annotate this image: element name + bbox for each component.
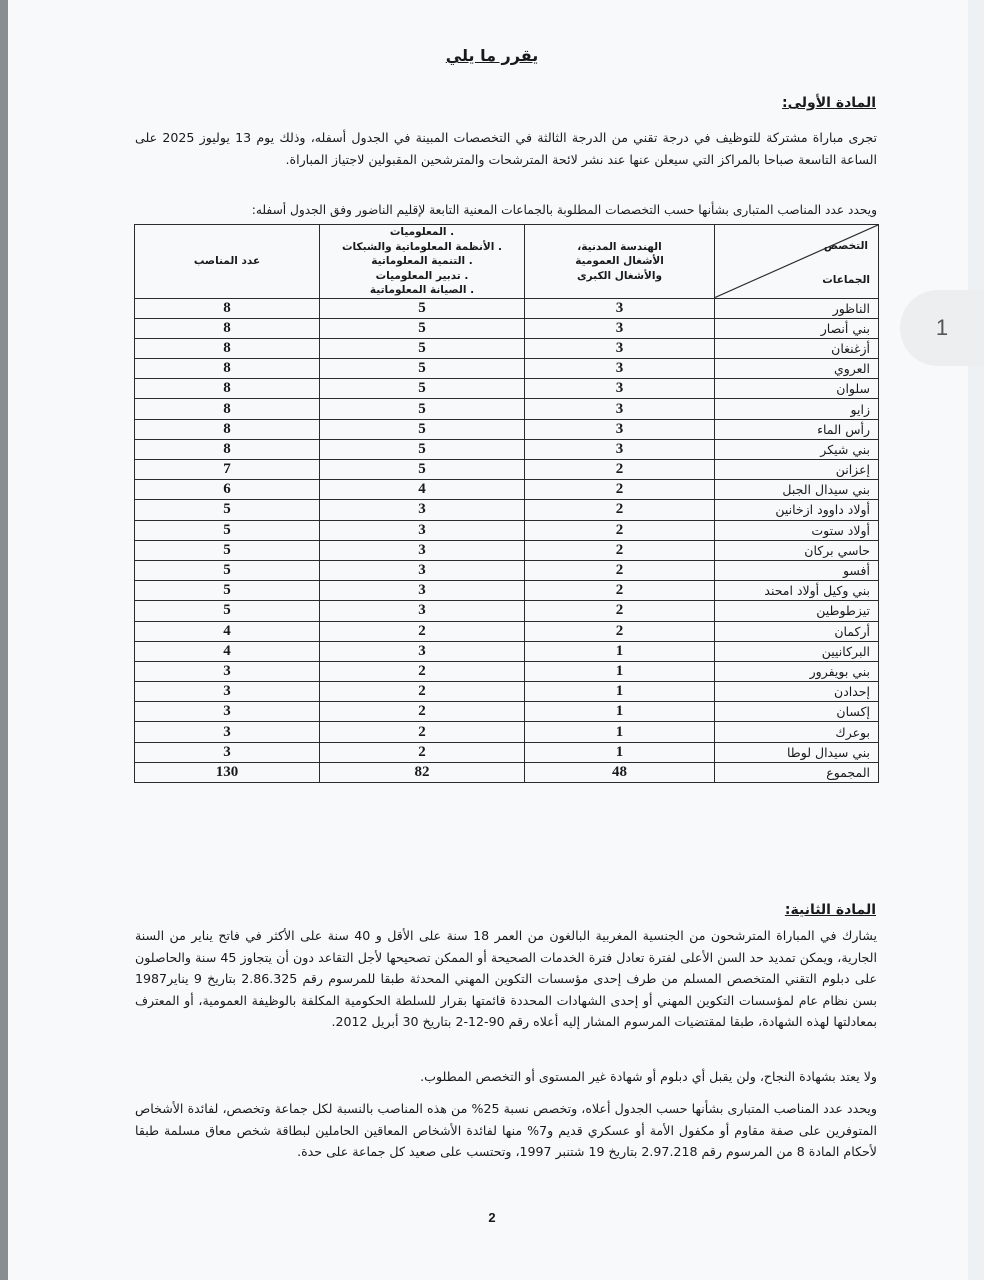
total-posts-count: 8 bbox=[135, 419, 320, 439]
civil-engineering-count: 2 bbox=[525, 540, 715, 560]
page-indicator-number: 1 bbox=[935, 315, 949, 340]
commune-name: زايو bbox=[715, 399, 879, 419]
civil-engineering-count: 1 bbox=[525, 702, 715, 722]
civil-engineering-count: 1 bbox=[525, 722, 715, 742]
total-posts-count: 7 bbox=[135, 460, 320, 480]
it-count: 3 bbox=[320, 500, 525, 520]
total-posts-count: 8 bbox=[135, 318, 320, 338]
commune-name: الناظور bbox=[715, 298, 879, 318]
it-count: 3 bbox=[320, 641, 525, 661]
table-row bbox=[135, 560, 879, 580]
table-intro: ويحدد عدد المناصب المتبارى بشأنها حسب التخصصات المطلوبة بالجماعات المعنية التابعة لإقليم الناضور وفق الجدول أسفله: bbox=[251, 203, 877, 217]
civil-engineering-count: 2 bbox=[525, 621, 715, 641]
commune-name: إعزانن bbox=[715, 460, 879, 480]
table-row bbox=[135, 540, 879, 560]
total-posts-count: 6 bbox=[135, 480, 320, 500]
it-count: 2 bbox=[320, 661, 525, 681]
civil-engineering-count: 2 bbox=[525, 460, 715, 480]
table-header-row bbox=[135, 225, 879, 299]
header-it-line: . الصيانة المعلوماتية bbox=[369, 284, 475, 296]
it-count: 5 bbox=[320, 298, 525, 318]
commune-name: أولاد داوود ازخانين bbox=[715, 500, 879, 520]
commune-name: بني بويفرور bbox=[715, 661, 879, 681]
sum-label: المجموع bbox=[715, 762, 879, 782]
header-civil-engineering bbox=[525, 225, 715, 299]
it-count: 3 bbox=[320, 520, 525, 540]
table-row bbox=[135, 601, 879, 621]
commune-name: أولاد ستوت bbox=[715, 520, 879, 540]
document-title: يقرر ما يلي bbox=[445, 46, 539, 65]
table-row bbox=[135, 338, 879, 358]
article2-paragraph2: ولا يعتد بشهادة النجاح، ولن يقبل أي دبلوم أو شهادة غير المستوى أو التخصص المطلوب. bbox=[420, 1069, 877, 1084]
posts-table bbox=[134, 224, 879, 783]
civil-engineering-count: 1 bbox=[525, 661, 715, 681]
it-count: 3 bbox=[320, 581, 525, 601]
total-posts-count: 5 bbox=[135, 581, 320, 601]
table-row bbox=[135, 520, 879, 540]
it-count: 5 bbox=[320, 460, 525, 480]
sum-total-posts: 130 bbox=[135, 762, 320, 782]
it-count: 4 bbox=[320, 480, 525, 500]
table-row bbox=[135, 379, 879, 399]
it-count: 2 bbox=[320, 621, 525, 641]
civil-engineering-count: 1 bbox=[525, 742, 715, 762]
viewer-left-edge bbox=[0, 0, 8, 1280]
header-it-line: . التنمية المعلوماتية bbox=[371, 255, 473, 267]
table-row bbox=[135, 298, 879, 318]
commune-name: بني سيدال لوطا bbox=[715, 742, 879, 762]
commune-name: أزغنغان bbox=[715, 338, 879, 358]
commune-name: أفسو bbox=[715, 560, 879, 580]
table-row bbox=[135, 480, 879, 500]
commune-name: بني أنصار bbox=[715, 318, 879, 338]
total-posts-count: 3 bbox=[135, 682, 320, 702]
commune-name: بني شيكر bbox=[715, 439, 879, 459]
total-posts-count: 5 bbox=[135, 520, 320, 540]
header-specialty: التخصص bbox=[823, 240, 868, 252]
total-posts-count: 4 bbox=[135, 641, 320, 661]
commune-name: تيزطوطين bbox=[715, 601, 879, 621]
total-posts-count: 5 bbox=[135, 560, 320, 580]
article2-heading: المادة الثانية: bbox=[784, 902, 876, 918]
header-diagonal-cell bbox=[715, 225, 879, 299]
it-count: 5 bbox=[320, 439, 525, 459]
table-row bbox=[135, 439, 879, 459]
viewer-right-margin bbox=[968, 0, 984, 1280]
civil-engineering-count: 1 bbox=[525, 641, 715, 661]
civil-engineering-count: 3 bbox=[525, 419, 715, 439]
civil-engineering-count: 2 bbox=[525, 601, 715, 621]
civil-engineering-count: 3 bbox=[525, 379, 715, 399]
civil-engineering-count: 2 bbox=[525, 520, 715, 540]
table-row bbox=[135, 318, 879, 338]
civil-engineering-count: 1 bbox=[525, 682, 715, 702]
header-it-line: . الأنظمة المعلوماتية والشبكات bbox=[341, 240, 502, 253]
table-sum-row bbox=[135, 762, 879, 782]
table-row bbox=[135, 359, 879, 379]
total-posts-count: 3 bbox=[135, 661, 320, 681]
header-communes: الجماعات bbox=[822, 274, 870, 286]
total-posts-count: 3 bbox=[135, 722, 320, 742]
it-count: 5 bbox=[320, 379, 525, 399]
article2-paragraph1: يشارك في المباراة المترشحون من الجنسية المغربية البالغون من العمر 18 سنة على الأقل و 40 سنة على الأكثر في فاتح يناير من السنة الجارية، ويمكن تمديد حد السن الأعلى لفترة تعادل فترة الخدمات الصحيحة أو الممكن تصحيحها لأجل التقاعد دون أن يتجاوز 45 سنة والحاصلون على دبلوم التقني المتخصص المسلم من طرف إحدى مؤسسات التكوين المهني المحدثة طبقا للمرسوم رقم 2.86.325 بتاريخ 9 يناير1987 بسن نظام عام لمؤسسات التكوين المهني أو إحدى الشهادات المحددة قائمتها بقرار للسلطة الحكومية المكلفة بالوظيفة العمومية، أو المعترف بمعادلتها لهذه الشهادة، طبقا لمقتضيات المرسوم المشار إليه أعلاه رقم 90-12-2 بتاريخ 30 أبريل 2012. bbox=[135, 928, 878, 1029]
article2-paragraph3: ويحدد عدد المناصب المتبارى بشأنها حسب الجدول أعلاه، وتخصص نسبة 25% من هذه المناصب بالنسبة لكل جماعة وتخصص، لفائدة الأشخاص المتوفرين على صفة مقاوم أو مكفول الأمة أو عسكري قديم و7% منها لفائدة الأشخاص المعاقين الحاملين لبطاقة شخص معاق مسلمة طبقا لأحكام المادة 8 من المرسوم رقم 2.97.218 بتاريخ 19 شتنبر 1997، وتحتسب على صعيد كل جماعة على حدة. bbox=[135, 1101, 877, 1159]
table-row bbox=[135, 742, 879, 762]
total-posts-count: 8 bbox=[135, 399, 320, 419]
total-posts-count: 5 bbox=[135, 601, 320, 621]
sum-civil-engineering: 48 bbox=[525, 762, 715, 782]
table-row bbox=[135, 581, 879, 601]
total-posts-count: 8 bbox=[135, 338, 320, 358]
commune-name: بني سيدال الجبل bbox=[715, 480, 879, 500]
total-posts-count: 5 bbox=[135, 540, 320, 560]
commune-name: بوعرك bbox=[715, 722, 879, 742]
commune-name: حاسي بركان bbox=[715, 540, 879, 560]
civil-engineering-count: 3 bbox=[525, 359, 715, 379]
table-row bbox=[135, 702, 879, 722]
commune-name: بني وكيل أولاد امحند bbox=[715, 581, 879, 601]
total-posts-count: 8 bbox=[135, 379, 320, 399]
commune-name: إكسان bbox=[715, 702, 879, 722]
it-count: 5 bbox=[320, 338, 525, 358]
page-number: 2 bbox=[488, 1210, 496, 1225]
total-posts-count: 3 bbox=[135, 742, 320, 762]
header-it-line: . المعلوميات bbox=[389, 226, 455, 238]
civil-engineering-count: 2 bbox=[525, 581, 715, 601]
table-row bbox=[135, 641, 879, 661]
header-it-line: . تدبير المعلوميات bbox=[375, 269, 469, 282]
civil-engineering-count: 2 bbox=[525, 500, 715, 520]
civil-engineering-count: 2 bbox=[525, 480, 715, 500]
it-count: 2 bbox=[320, 742, 525, 762]
total-posts-count: 3 bbox=[135, 702, 320, 722]
table-row bbox=[135, 661, 879, 681]
commune-name: العروي bbox=[715, 359, 879, 379]
article1-paragraph: تجرى مباراة مشتركة للتوظيف في درجة تقني من الدرجة الثالثة في التخصصات المبينة في الجدول أسفله، وذلك يوم 13 يوليوز 2025 على الساعة التاسعة صباحا بالمراكز التي سيعلن عنها عند نشر لائحة المترشحات والمترشحين المقبولين لاجتياز المباراة. bbox=[135, 130, 877, 167]
table-row bbox=[135, 399, 879, 419]
table-row bbox=[135, 722, 879, 742]
it-count: 2 bbox=[320, 702, 525, 722]
civil-engineering-count: 3 bbox=[525, 298, 715, 318]
header-it bbox=[320, 225, 525, 299]
civil-engineering-count: 2 bbox=[525, 560, 715, 580]
table-row bbox=[135, 621, 879, 641]
commune-name: سلوان bbox=[715, 379, 879, 399]
it-count: 5 bbox=[320, 399, 525, 419]
total-posts-count: 8 bbox=[135, 298, 320, 318]
total-posts-count: 8 bbox=[135, 359, 320, 379]
commune-name: أركمان bbox=[715, 621, 879, 641]
it-count: 3 bbox=[320, 540, 525, 560]
article1-heading: المادة الأولى: bbox=[782, 95, 876, 111]
commune-name: رأس الماء bbox=[715, 419, 879, 439]
it-count: 3 bbox=[320, 560, 525, 580]
civil-engineering-count: 3 bbox=[525, 318, 715, 338]
page-indicator-badge[interactable] bbox=[900, 290, 984, 366]
civil-engineering-count: 3 bbox=[525, 439, 715, 459]
header-civil-label: الهندسة المدنية، الأشغال العمومية والأشغال الكبرى bbox=[575, 240, 664, 282]
table-row bbox=[135, 500, 879, 520]
it-count: 5 bbox=[320, 359, 525, 379]
sum-it: 82 bbox=[320, 762, 525, 782]
table-row bbox=[135, 682, 879, 702]
total-posts-count: 4 bbox=[135, 621, 320, 641]
it-count: 5 bbox=[320, 419, 525, 439]
it-count: 2 bbox=[320, 722, 525, 742]
table-row bbox=[135, 419, 879, 439]
commune-name: إحدادن bbox=[715, 682, 879, 702]
table-row bbox=[135, 460, 879, 480]
civil-engineering-count: 3 bbox=[525, 338, 715, 358]
total-posts-count: 8 bbox=[135, 439, 320, 459]
civil-engineering-count: 3 bbox=[525, 399, 715, 419]
it-count: 3 bbox=[320, 601, 525, 621]
commune-name: البركانيين bbox=[715, 641, 879, 661]
it-count: 2 bbox=[320, 682, 525, 702]
header-total-posts: عدد المناصب bbox=[135, 225, 320, 299]
total-posts-count: 5 bbox=[135, 500, 320, 520]
it-count: 5 bbox=[320, 318, 525, 338]
